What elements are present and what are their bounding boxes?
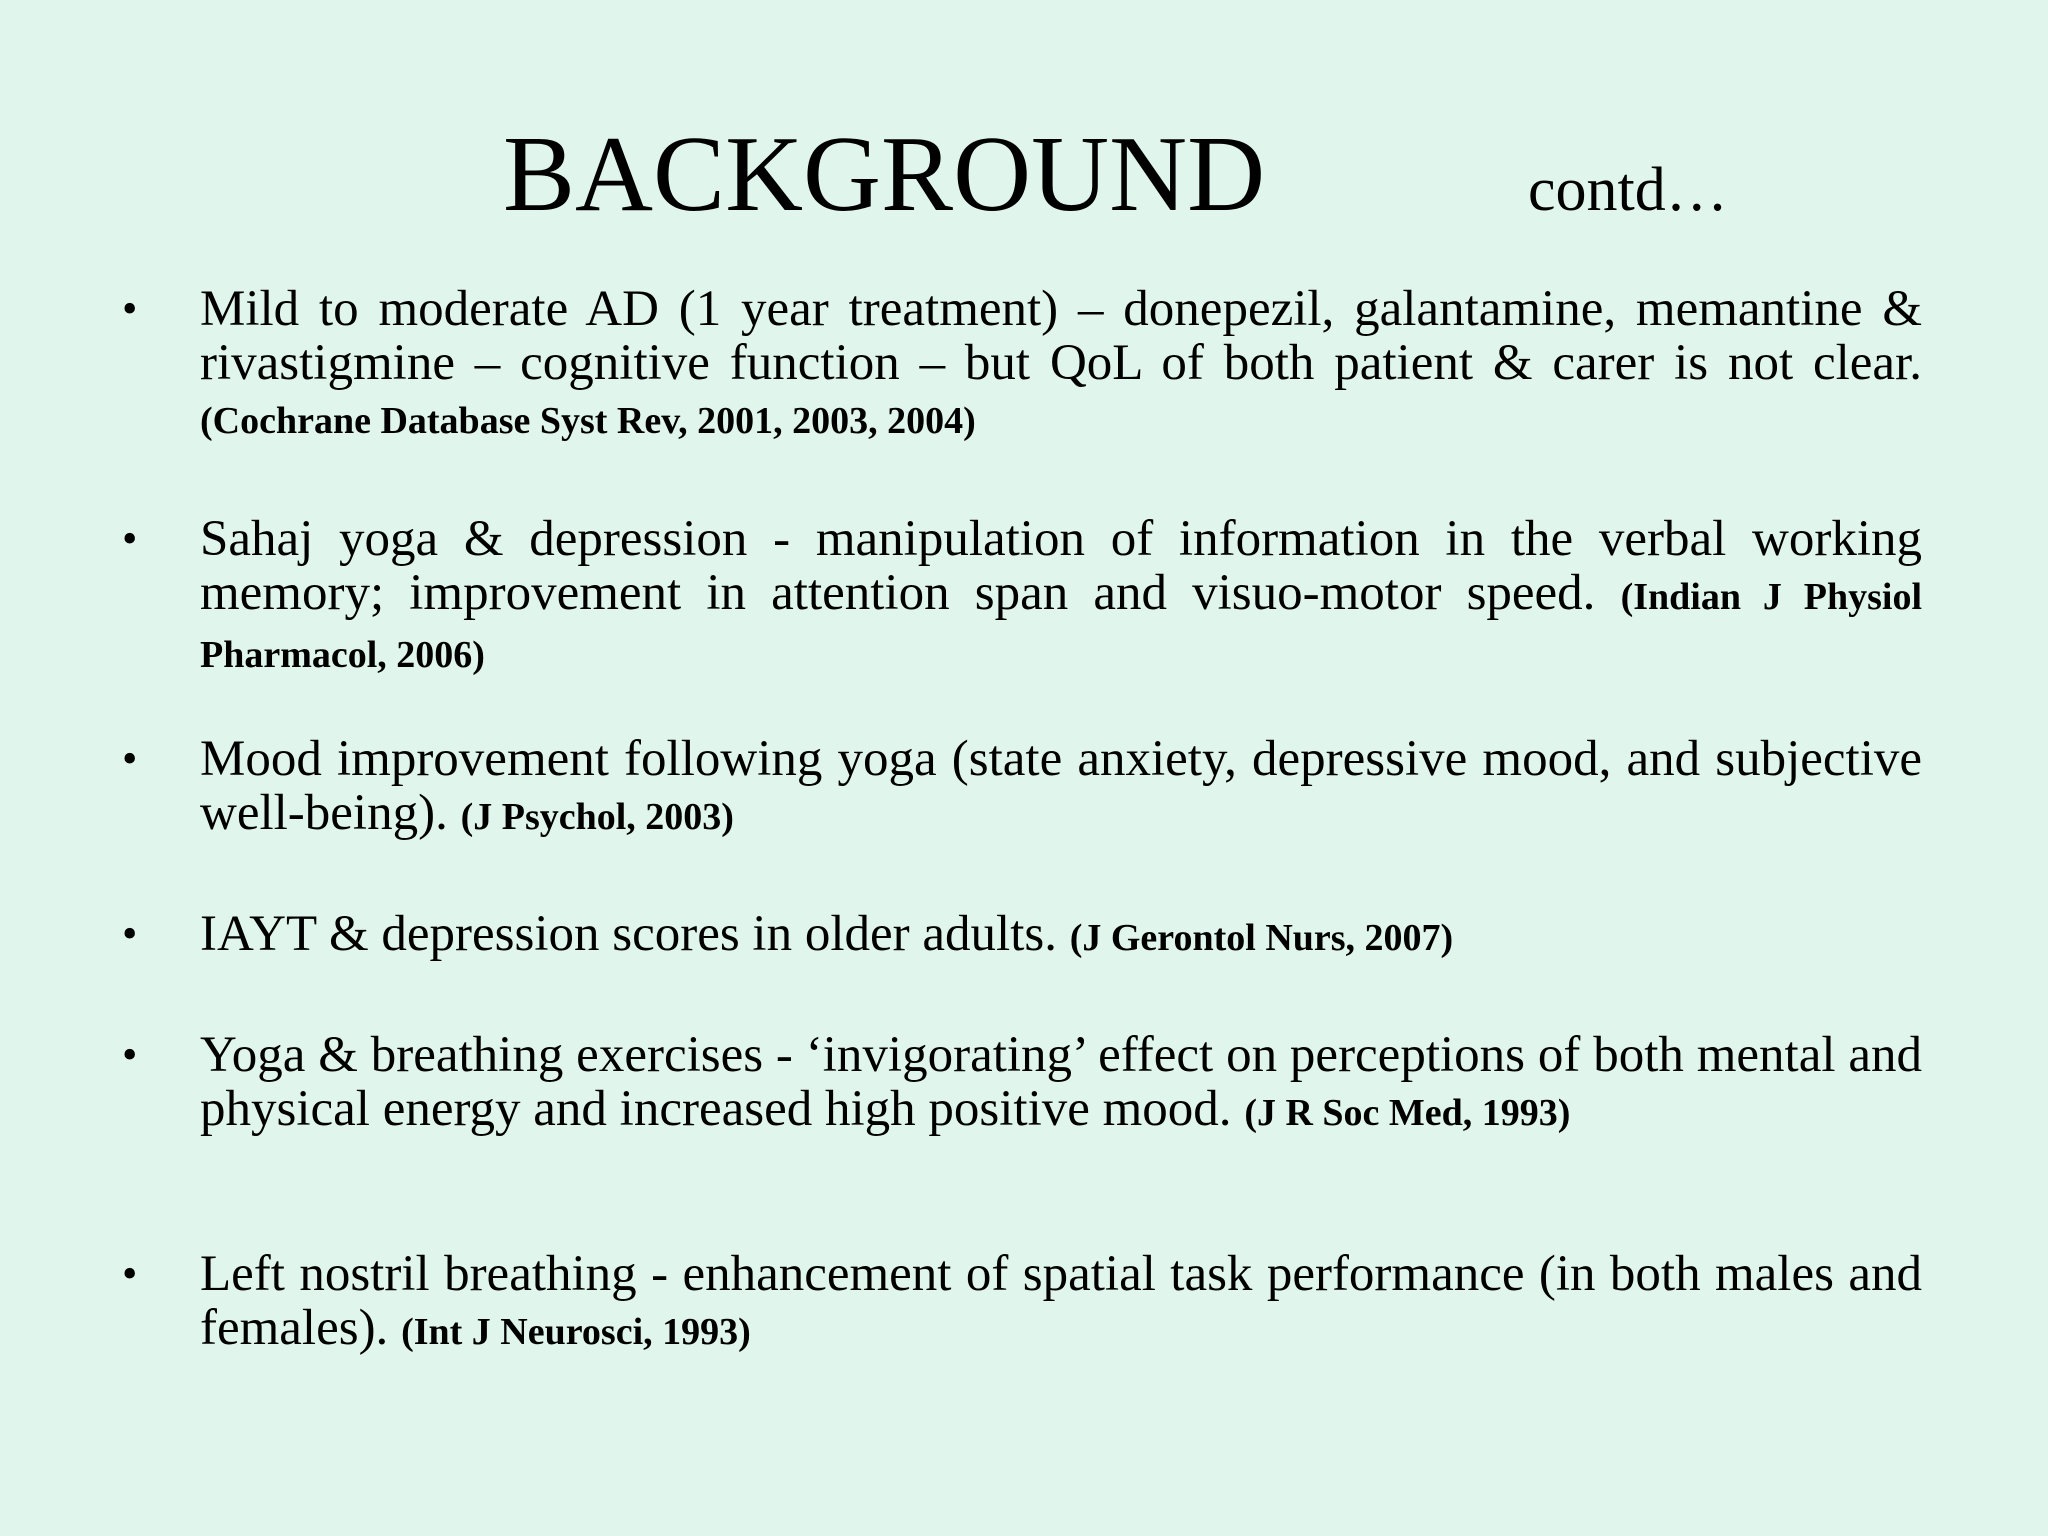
bullet-icon: • [122, 284, 138, 333]
bullet-citation: (J Gerontol Nurs, 2007) [1069, 917, 1454, 959]
bullet-citation: (J Psychol, 2003) [460, 796, 734, 838]
bullet-citation: (Cochrane Database Syst Rev, 2001, 2003, 2004) [200, 400, 976, 442]
bullet-icon: • [122, 734, 138, 783]
bullet-icon: • [122, 514, 138, 563]
slide-title: BACKGROUND [503, 115, 1266, 234]
bullet-body: Mood improvement following yoga (state anxiety, depressive mood, and subjective well-being). [200, 731, 1922, 841]
bullet-body: Yoga & breathing exercises - ‘invigorating’ effect on perceptions of both mental and physical energy and increased high positive mood. [200, 1027, 1922, 1137]
bullet-body: Left nostril breathing - enhancement of spatial task performance (in both males and females). [200, 1246, 1922, 1356]
bullet-icon: • [122, 909, 138, 958]
title-row [0, 110, 2048, 240]
bullet-text [200, 1028, 1922, 1140]
bullet-text [200, 512, 1922, 682]
bullet-text [200, 282, 1922, 448]
bullet-text [200, 907, 1922, 965]
bullet-citation: (Indian J Physiol Pharmacol, 2006) [200, 576, 1922, 676]
bullet-icon: • [122, 1249, 138, 1298]
bullet-text [200, 1247, 1922, 1359]
bullet-citation: (J R Soc Med, 1993) [1244, 1092, 1571, 1134]
bullet-icon: • [122, 1030, 138, 1079]
bullet-citation: (Int J Neurosci, 1993) [401, 1311, 751, 1353]
bullet-body: Mild to moderate AD (1 year treatment) – donepezil, galantamine, memantine & rivastigmine – cognitive function – but QoL of both patient & carer is not clear. [200, 281, 1922, 391]
bullet-body: IAYT & depression scores in older adults. [200, 906, 1057, 962]
slide-title-suffix: contd… [1528, 156, 1728, 224]
bullet-body: Sahaj yoga & depression - manipulation of information in the verbal working memory; improvement in attention span and visuo-motor speed. [200, 511, 1922, 621]
bullet-text [200, 732, 1922, 844]
